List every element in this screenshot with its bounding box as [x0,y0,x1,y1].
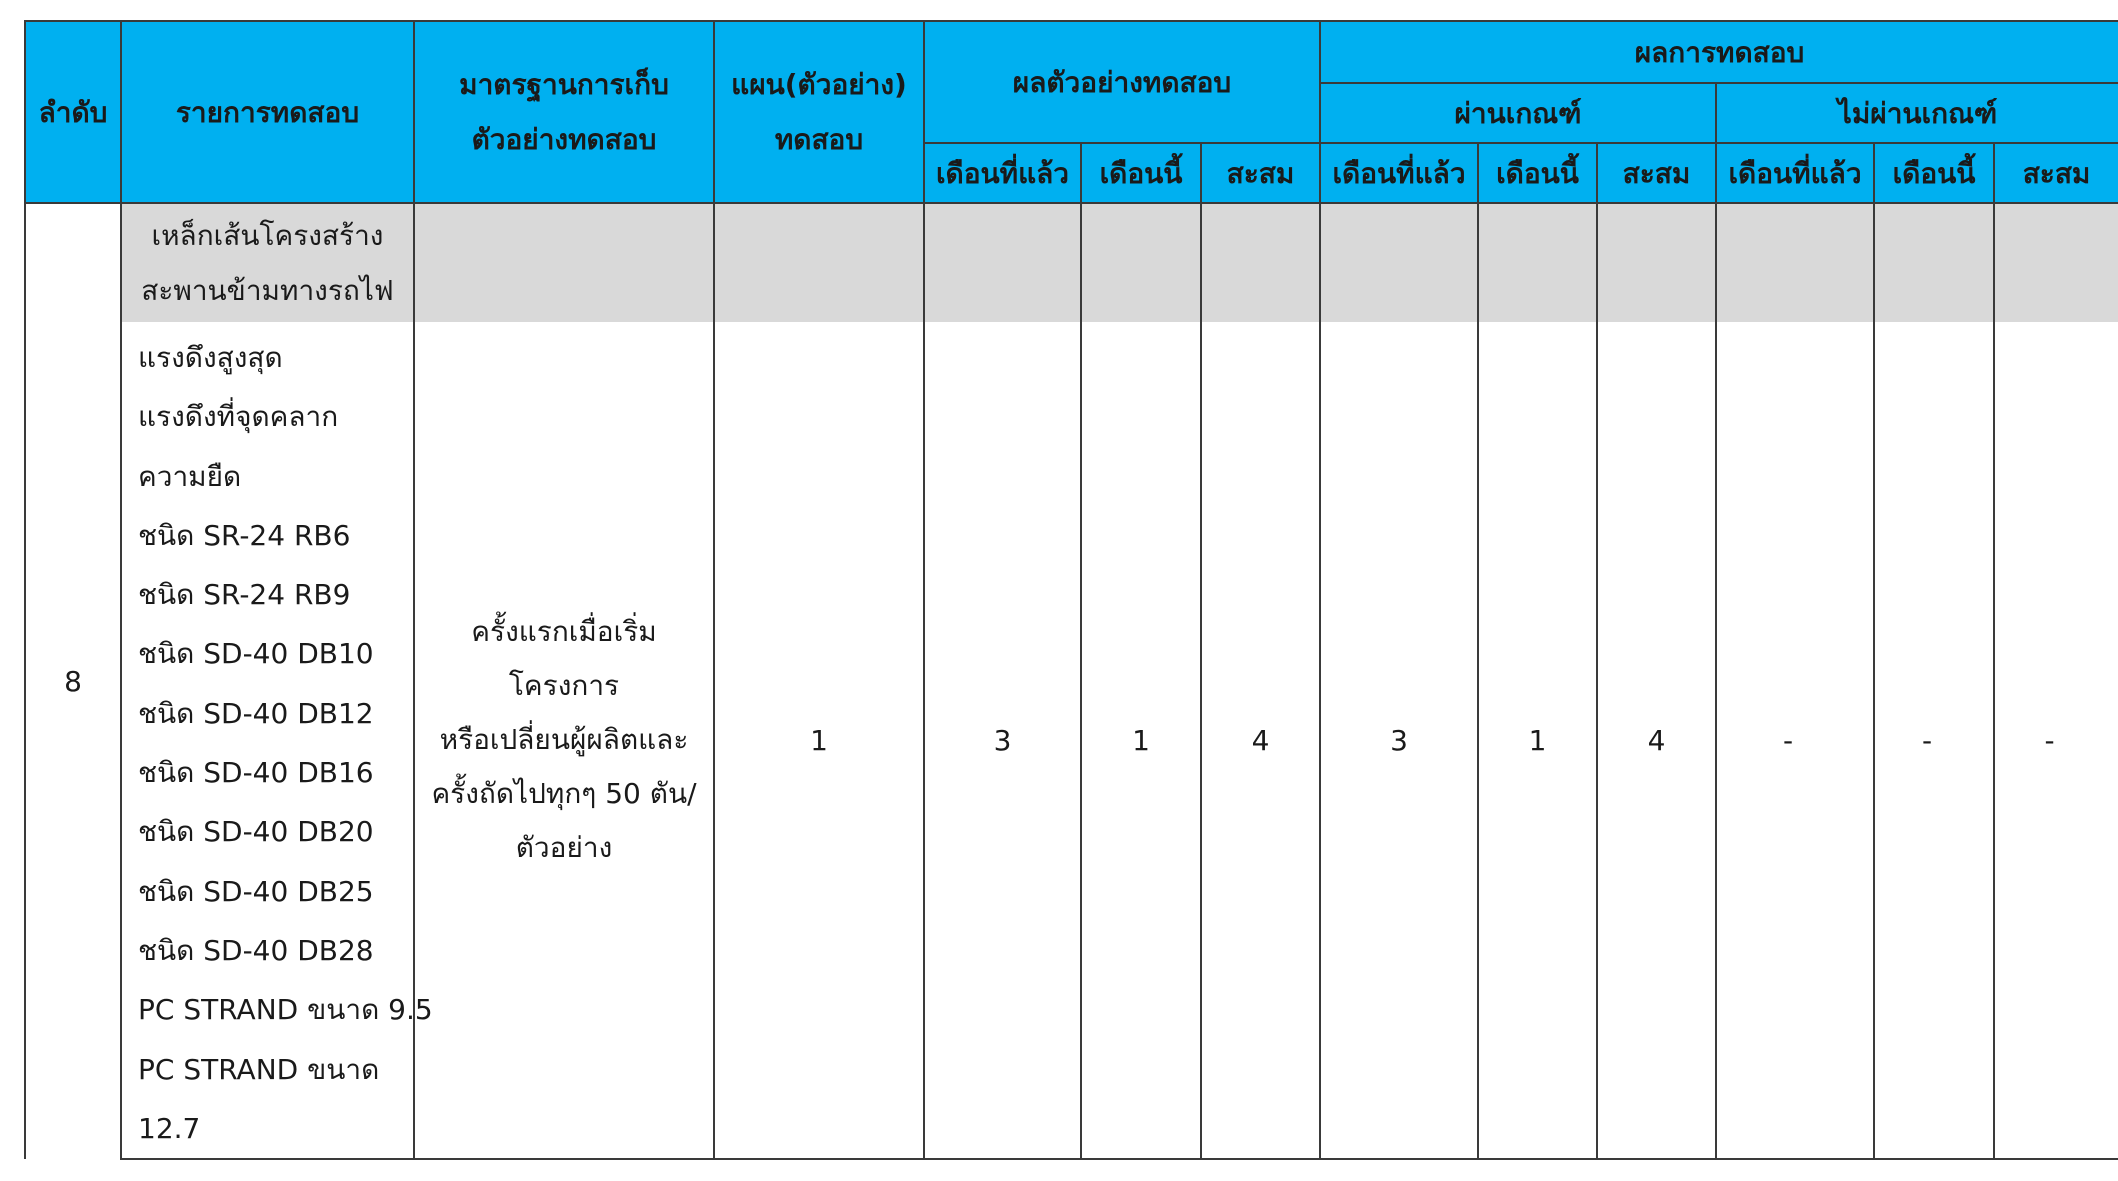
header-fail: ไม่ผ่านเกณฑ์ [1716,83,2118,143]
test-item: PC STRAND ขนาด 9.5 [138,993,433,1027]
group-cell [1994,203,2118,322]
group-title [121,203,414,322]
header-plan [714,21,924,203]
header-sampling-standard [414,21,714,203]
group-cell [714,203,924,322]
group-cell [924,203,1081,322]
header-sample-cumulative: สะสม [1201,143,1320,203]
header-index: ลำดับ [25,21,121,203]
test-item: ชนิด SD-40 DB20 [138,815,374,849]
header-sample-this-month: เดือนนี้ [1081,143,1201,203]
test-item: ชนิด SR-24 RB9 [138,578,351,612]
header-pass-this-month: เดือนนี้ [1478,143,1597,203]
fail-last-month-value: - [1716,322,1874,1159]
test-item: แรงดึงที่จุดคลาก [138,400,339,434]
group-title-line: เหล็กเส้นโครงสร้าง [151,219,384,252]
header-pass-cumulative: สะสม [1597,143,1716,203]
fail-this-month-value: - [1874,322,1994,1159]
plan-value: 1 [714,322,924,1159]
pass-cumulative-value: 4 [1597,322,1716,1159]
header-fail-this-month: เดือนนี้ [1874,143,1994,203]
group-cell [1320,203,1478,322]
sampling-standard-line: ตัวอย่าง [515,831,613,865]
sample-cumulative-value: 4 [1201,322,1320,1159]
group-cell [1081,203,1201,322]
header-fail-last-month: เดือนที่แล้ว [1716,143,1874,203]
group-cell [414,203,714,322]
test-item: ความยืด [138,459,242,493]
group-title-line: สะพานข้ามทางรถไฟ [141,274,394,307]
header-fail-cumulative: สะสม [1994,143,2118,203]
header-test-item: รายการทดสอบ [121,21,414,203]
header-pass: ผ่านเกณฑ์ [1320,83,1716,143]
pass-last-month-value: 3 [1320,322,1478,1159]
header-sampling-standard-line: ตัวอย่างทดสอบ [471,123,657,156]
header-plan-line: ทดสอบ [774,123,864,156]
header-test-result: ผลการทดสอบ [1320,21,2118,83]
test-item: ชนิด SD-40 DB12 [138,696,374,730]
group-row [25,203,2118,322]
detail-row [25,322,2118,1159]
test-items-cell [121,322,433,1159]
test-item: แรงดึงสูงสุด [138,341,283,374]
sample-this-month-value: 1 [1081,322,1201,1159]
test-item: ชนิด SR-24 RB6 [138,518,351,552]
group-cell [1874,203,1994,322]
test-item: ชนิด SD-40 DB10 [138,637,374,671]
header-pass-last-month: เดือนที่แล้ว [1320,143,1478,203]
sample-last-month-value: 3 [924,322,1081,1159]
sampling-standard-line: ครั้งแรกเมื่อเริ่มโครงการ [471,615,657,703]
group-cell [1201,203,1320,322]
test-item: ชนิด SD-40 DB16 [138,756,374,790]
header-sample-result: ผลตัวอย่างทดสอบ [924,21,1320,143]
test-item: ชนิด SD-40 DB28 [138,933,374,967]
row-index: 8 [25,203,121,1159]
sampling-standard-cell [414,322,714,1159]
header-plan-line: แผน(ตัวอย่าง) [731,68,907,101]
header-sampling-standard-line: มาตรฐานการเก็บ [459,68,669,101]
sampling-standard-line: ครั้งถัดไปทุกๆ 50 ตัน/ [431,777,697,811]
test-item: ชนิด SD-40 DB25 [138,874,374,908]
test-item: PC STRAND ขนาด [138,1052,380,1086]
sampling-standard-line: หรือเปลี่ยนผู้ผลิตและ [439,723,689,757]
test-item: 12.7 [138,1111,201,1145]
fail-cumulative-value: - [1994,322,2118,1159]
group-cell [1478,203,1597,322]
pass-this-month-value: 1 [1478,322,1597,1159]
test-results-table [24,20,2118,1160]
header-sample-last-month: เดือนที่แล้ว [924,143,1081,203]
group-cell [1716,203,1874,322]
group-cell [1597,203,1716,322]
